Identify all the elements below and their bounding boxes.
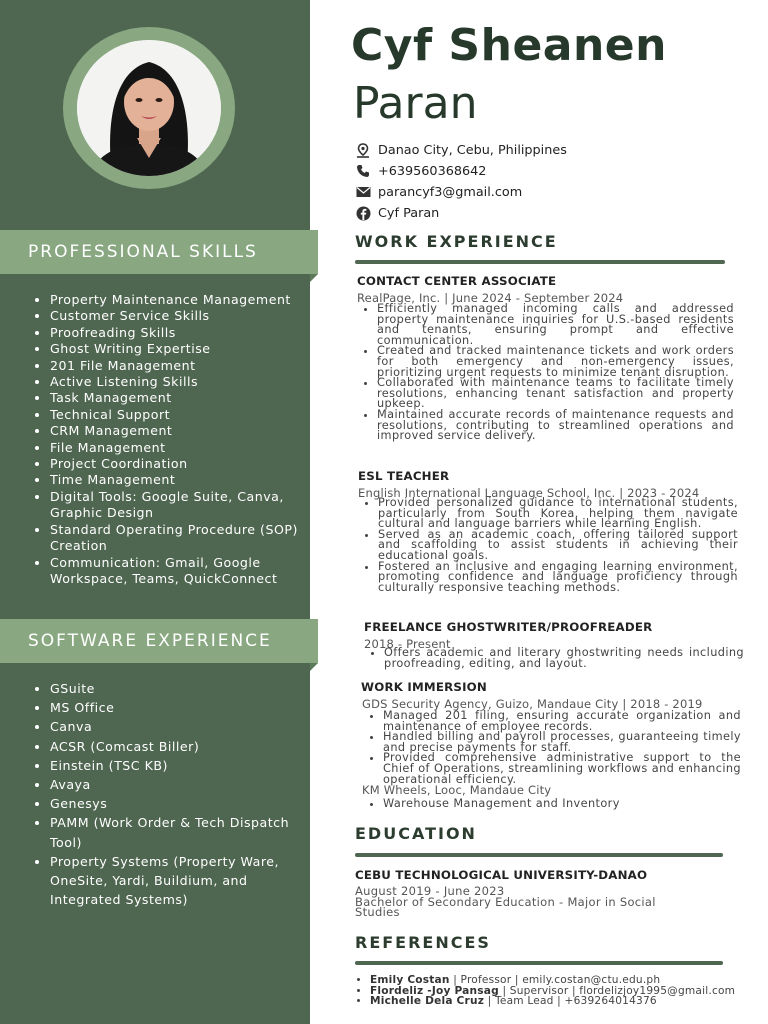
skill-item: • Proofreading Skills [50, 325, 312, 341]
profile-photo [77, 40, 221, 176]
skill-item: • Time Management [50, 472, 312, 488]
section-divider [355, 260, 725, 264]
professional-skills-heading: PROFESSIONAL SKILLS [0, 230, 318, 274]
education-degree: Bachelor of Secondary Education - Major in Social Studies [355, 894, 656, 919]
job-bullet-list [358, 498, 738, 593]
job-bullet: • Collaborated with maintenance teams to facilitate timely resolutions, enhancing tenant satisfaction and property upkeep. [377, 378, 734, 410]
software-item: • MS Office [50, 698, 296, 717]
job-bullet: • Created and tracked maintenance tickets and work orders for both emergency and non-emergency issues, prioritizing urgent requests to minimize tenant disruption. [377, 346, 734, 378]
software-item: • Avaya [50, 775, 296, 794]
skill-item: • Customer Service Skills [50, 308, 312, 324]
software-item: • Einstein (TSC KB) [50, 756, 296, 775]
facebook-text[interactable]: Cyf Paran [378, 205, 440, 221]
job-bullet: • Fostered an inclusive and engaging learning environment, promoting confidence and language proficiency through culturally responsive teaching methods. [378, 562, 738, 594]
name-last-line: Paran [353, 78, 478, 129]
email-text[interactable]: parancyf3@gmail.com [378, 184, 523, 200]
references-list [358, 975, 768, 1007]
job-bullet: • Maintained accurate records of maintenance requests and resolutions, contributing to streamlined operations and improved service delivery. [377, 410, 734, 442]
job-bullet-list [364, 648, 744, 669]
job-title: WORK IMMERSION [361, 680, 487, 694]
job-bullet: • Provided personalized guidance to international students, particularly from South Korea, helping them navigate cultural and language barriers while learning English. [378, 498, 738, 530]
skill-item: • Property Maintenance Management [50, 292, 312, 308]
professional-skills-list [32, 292, 312, 587]
education-dates: August 2019 - June 2023 [355, 884, 505, 898]
skill-item: • Active Listening Skills [50, 374, 312, 390]
name-first-line: Cyf Sheanen [351, 20, 667, 71]
skill-item: • Digital Tools: Google Suite, Canva, Graphic Design [50, 489, 312, 522]
job-bullet: • Managed 201 filing, ensuring accurate organization and maintenance of employee records. [383, 711, 741, 732]
skill-item: • Ghost Writing Expertise [50, 341, 312, 357]
education-details [355, 886, 695, 918]
main-content [310, 0, 768, 1024]
skill-item: • Standard Operating Procedure (SOP) Creation [50, 522, 312, 555]
software-item: • Genesys [50, 794, 296, 813]
job-bullet: • Provided comprehensive administrative support to the Chief of Operations, streamlining workflows and enhancing operational efficiency. [383, 753, 741, 785]
location-pin-icon [355, 142, 371, 158]
skill-item: • CRM Management [50, 423, 312, 439]
software-experience-list [32, 679, 296, 909]
references-heading: REFERENCES [355, 933, 491, 952]
contact-location [355, 140, 567, 160]
software-item: • PAMM (Work Order & Tech Dispatch Tool) [50, 813, 296, 851]
job-title: FREELANCE GHOSTWRITER/PROOFREADER [364, 620, 653, 634]
software-item: • Canva [50, 717, 296, 736]
software-item: • ACSR (Comcast Biller) [50, 737, 296, 756]
phone-icon [355, 163, 371, 179]
job-meta: English International Language School, Inc. | 2023 - 2024 [358, 486, 700, 500]
facebook-icon [355, 205, 371, 221]
work-experience-heading: WORK EXPERIENCE [355, 232, 558, 251]
reference-name: Flordeliz -Joy Pansag [370, 984, 499, 997]
skill-item: • File Management [50, 440, 312, 456]
email-icon [355, 184, 371, 200]
phone-text: +639560368642 [378, 163, 487, 179]
reference-detail: | Team Lead | +639264014376 [484, 995, 657, 1007]
job-meta: 2018 - Present [364, 637, 451, 651]
section-divider [355, 961, 723, 965]
skill-item: • Project Coordination [50, 456, 312, 472]
skill-item: • Communication: Gmail, Google Workspace, Teams, QuickConnect [50, 555, 312, 588]
job-bullet: • Efficiently managed incoming calls and addressed property maintenance inquiries for U.S.-based residents and tenants, ensuring prompt and effective communication. [377, 304, 734, 346]
reference-name: Emily Costan [370, 974, 450, 986]
job-title: CONTACT CENTER ASSOCIATE [357, 274, 557, 288]
profile-photo-frame [63, 27, 235, 189]
education-heading: EDUCATION [355, 824, 477, 843]
skill-item: • Task Management [50, 390, 312, 406]
contact-email [355, 182, 522, 202]
location-text: Danao City, Cebu, Philippines [378, 142, 567, 158]
software-experience-heading: SOFTWARE EXPERIENCE [0, 619, 318, 663]
school-name: CEBU TECHNOLOGICAL UNIVERSITY-DANAO [355, 868, 648, 882]
reference-detail: | Supervisor | flordelizjoy1995@gmail.com [498, 984, 736, 997]
contact-phone [355, 161, 486, 181]
job-bullet: • Offers academic and literary ghostwriting needs including proofreading, editing, and layout. [384, 648, 744, 669]
skill-item: • 201 File Management [50, 358, 312, 374]
sidebar [0, 0, 310, 1024]
job-bullet-list [357, 304, 734, 442]
job-bullet: • Served as an academic coach, offering tailored support and scaffolding to assist students in achieving their educational goals. [378, 530, 738, 562]
software-item: • GSuite [50, 679, 296, 698]
contact-facebook [355, 203, 439, 223]
skill-item: • Technical Support [50, 407, 312, 423]
job-bullet-list [363, 711, 741, 785]
job-bullet: • Handled billing and payroll processes, guaranteeing timely and precise payments for staff. [383, 732, 741, 753]
job-meta: GDS Security Agency, Guizo, Mandaue City | 2018 - 2019 [362, 697, 703, 711]
job-title: ESL TEACHER [358, 469, 450, 483]
reference-name: Michelle Dela Cruz [370, 995, 485, 1007]
section-divider [355, 853, 723, 857]
software-item: • Property Systems (Property Ware, OneSite, Yardi, Buildium, and Integrated Systems) [50, 852, 296, 910]
reference-item [370, 996, 768, 1007]
portrait-image [77, 40, 221, 176]
reference-detail: | Professor | emily.costan@ctu.edu.ph [449, 974, 661, 986]
job-meta: RealPage, Inc. | June 2024 - September 2024 [357, 291, 624, 305]
job-bullet: • Warehouse Management and Inventory [383, 798, 741, 810]
job-meta: KM Wheels, Looc, Mandaue City [362, 783, 552, 797]
job-bullet-list [363, 798, 741, 810]
